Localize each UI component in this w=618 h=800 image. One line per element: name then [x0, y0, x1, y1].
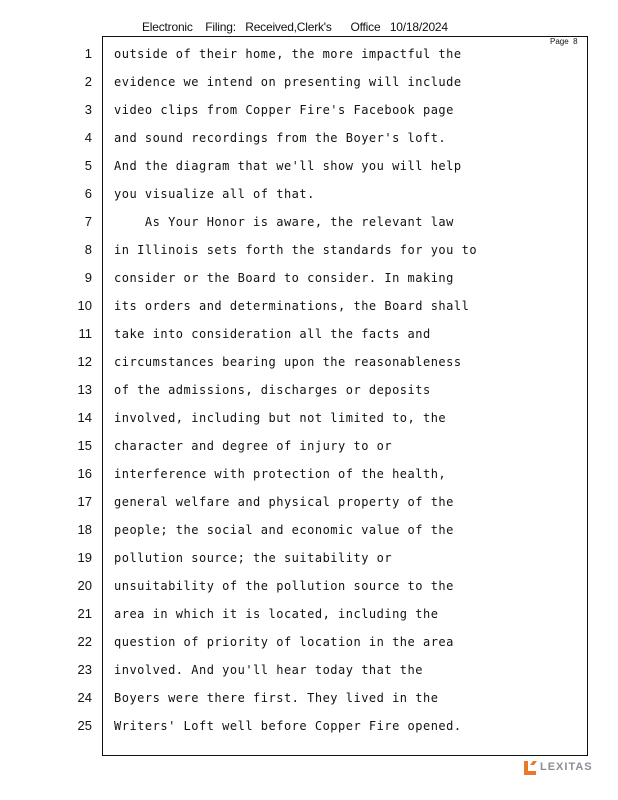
line-number: 12 [77, 354, 92, 369]
line-number: 6 [84, 186, 92, 201]
filing-stamp: Electronic Filing: Received,Clerk's Office 10/18/2024 [142, 20, 448, 34]
line-number: 7 [84, 214, 92, 229]
transcript-line: evidence we intend on presenting will include [114, 75, 462, 89]
line-number: 2 [84, 74, 92, 89]
transcript-line: character and degree of injury to or [114, 439, 393, 453]
transcript-line: As Your Honor is aware, the relevant law [114, 215, 454, 229]
line-number: 17 [77, 494, 92, 509]
line-number: 1 [84, 46, 92, 61]
transcript-line: outside of their home, the more impactful the [114, 47, 462, 61]
line-number: 4 [84, 130, 92, 145]
line-number: 5 [84, 158, 92, 173]
line-number: 14 [77, 410, 92, 425]
transcript-line: Writers' Loft well before Copper Fire opened. [114, 719, 462, 733]
line-number: 3 [84, 102, 92, 117]
line-number: 24 [77, 690, 92, 705]
line-number: 19 [77, 550, 92, 565]
page-number: Page 8 [550, 37, 578, 46]
lexitas-logo-mark-icon [524, 759, 538, 775]
transcript-line: consider or the Board to consider. In making [114, 271, 454, 285]
line-number: 10 [77, 298, 92, 313]
transcript-line: unsuitability of the pollution source to the [114, 579, 454, 593]
transcript-line: video clips from Copper Fire's Facebook page [114, 103, 454, 117]
line-number: 18 [77, 522, 92, 537]
lexitas-logo [524, 758, 593, 776]
line-number: 25 [77, 718, 92, 733]
line-number: 21 [77, 606, 92, 621]
transcript-line: interference with protection of the health, [114, 467, 447, 481]
line-number: 8 [84, 242, 92, 257]
transcript-line: people; the social and economic value of the [114, 523, 454, 537]
transcript-line: circumstances bearing upon the reasonableness [114, 355, 462, 369]
transcript-line: Boyers were there first. They lived in the [114, 691, 439, 705]
line-number: 20 [77, 578, 92, 593]
line-number: 13 [77, 382, 92, 397]
lexitas-logo-text: LEXITAS [540, 761, 593, 773]
transcript-line: general welfare and physical property of the [114, 495, 454, 509]
transcript-line: its orders and determinations, the Board shall [114, 299, 470, 313]
line-number: 23 [77, 662, 92, 677]
transcript-line: involved. And you'll hear today that the [114, 663, 423, 677]
transcript-line: question of priority of location in the area [114, 635, 454, 649]
transcript-line: take into consideration all the facts and [114, 327, 431, 341]
line-number: 11 [78, 326, 92, 341]
transcript-line: of the admissions, discharges or deposits [114, 383, 431, 397]
line-number: 16 [77, 466, 92, 481]
line-number: 9 [84, 270, 92, 285]
transcript-line: area in which it is located, including the [114, 607, 439, 621]
transcript-line: in Illinois sets forth the standards for you to [114, 243, 478, 257]
line-number-column [60, 46, 92, 746]
transcript-line: you visualize all of that. [114, 187, 315, 201]
transcript-line: pollution source; the suitability or [114, 551, 393, 565]
transcript-line: And the diagram that we'll show you will help [114, 159, 462, 173]
transcript-line: involved, including but not limited to, the [114, 411, 447, 425]
line-number: 15 [77, 438, 92, 453]
line-number: 22 [77, 634, 92, 649]
transcript-line: and sound recordings from the Boyer's loft. [114, 131, 447, 145]
transcript-text [114, 46, 584, 746]
